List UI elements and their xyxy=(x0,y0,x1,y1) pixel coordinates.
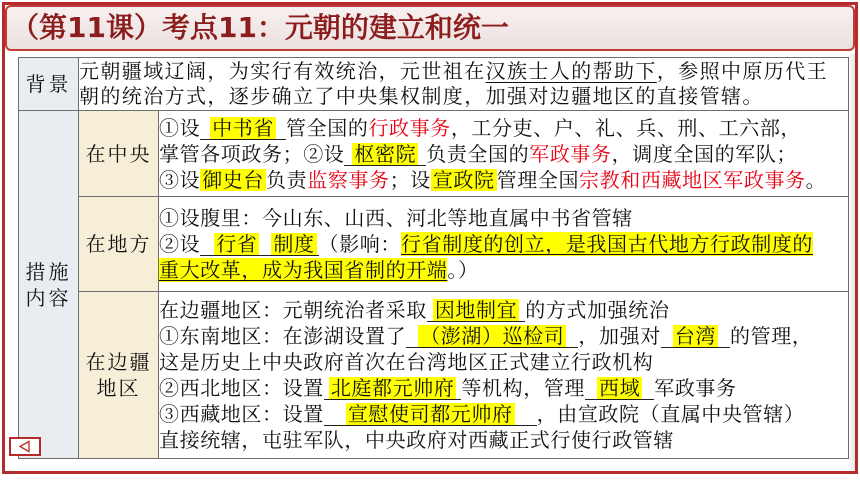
frontier-line xyxy=(159,401,848,427)
answer-blank xyxy=(661,325,730,348)
answer-blank xyxy=(585,377,654,400)
red-keyword: 军政事务 xyxy=(529,141,612,166)
frontier-label-line: 在边疆 xyxy=(85,350,152,374)
central-line xyxy=(159,115,848,141)
plain-text: 的管理， xyxy=(730,324,813,348)
highlighted-answer: 宣政院 xyxy=(432,167,495,192)
plain-text: ，加强对 xyxy=(578,324,661,348)
plain-text: （影响： xyxy=(318,232,402,256)
highlighted-answer: 台湾 xyxy=(674,324,717,348)
plain-text: 管理全国 xyxy=(496,167,580,192)
frontier-label-line: 地区 xyxy=(96,376,141,400)
background-line xyxy=(79,59,848,84)
red-keyword: 监察事务 xyxy=(307,167,390,192)
slide-edge-shadow xyxy=(848,54,855,470)
highlighted-answer: （澎湖）巡检司 xyxy=(420,324,565,348)
title-bar xyxy=(5,5,855,51)
measures-label-line: 措施 xyxy=(25,259,72,284)
frontier-label xyxy=(79,292,159,459)
answer-blank xyxy=(200,117,286,140)
highlighted-answer: 中书省 xyxy=(212,115,275,140)
red-keyword: 宗教和西藏地区军政事务 xyxy=(579,167,806,192)
plain-text: ①设腹里：今山东、山西、河北等地直属中书省管辖 xyxy=(159,206,633,230)
underlined-text: 汉族士人的帮助下 xyxy=(485,59,657,83)
plain-text: 在边疆地区：元朝统治者采取 xyxy=(159,298,427,322)
measures-label-line: 内容 xyxy=(25,285,72,310)
background-label: 背景 xyxy=(19,58,79,111)
local-content xyxy=(159,197,849,292)
answer-blank xyxy=(324,403,537,426)
plain-text: ，调度全国的军队； xyxy=(611,141,798,166)
highlighted-underlined-text: 行省制度的创立，是我国古代地方行政制度的 xyxy=(401,232,814,256)
plain-text: ②设 xyxy=(159,232,201,256)
back-button[interactable] xyxy=(9,437,41,456)
frontier-line xyxy=(159,323,848,349)
plain-text: 军政事务 xyxy=(654,376,737,400)
plain-text: 掌管各项政务；②设 xyxy=(159,141,345,166)
plain-text: 等机构，管理 xyxy=(461,376,586,400)
frontier-line xyxy=(159,427,848,453)
answer-blank xyxy=(200,233,267,256)
plain-text: 。 xyxy=(805,167,827,192)
back-arrow-icon xyxy=(14,440,36,453)
plain-text: ；设 xyxy=(389,167,431,192)
plain-text: 的方式加强统治 xyxy=(525,298,670,322)
plain-text: 。） xyxy=(447,258,479,282)
highlighted-answer: 制度 xyxy=(273,232,315,256)
answer-blank xyxy=(344,143,426,166)
local-line xyxy=(159,205,848,231)
plain-text: 负责全国的 xyxy=(426,141,530,166)
highlighted-answer: 行省 xyxy=(216,232,258,256)
answer-blank xyxy=(267,233,318,256)
red-keyword: 行政事务 xyxy=(368,115,451,140)
central-line xyxy=(159,141,848,167)
background-row xyxy=(19,58,849,111)
plain-text: 朝的统治方式，逐步确立了中央集权制度，加强对边疆地区的直接管辖。 xyxy=(79,84,764,108)
plain-text: ，参照中原历代王 xyxy=(656,59,829,83)
highlighted-answer: 北庭都元帅府 xyxy=(330,376,455,400)
plain-text: ③设 xyxy=(159,167,201,192)
plain-text: ，由宣政院（直属中央管辖） xyxy=(536,402,805,426)
central-line xyxy=(159,167,848,193)
frontier-row xyxy=(19,292,849,459)
local-row xyxy=(19,197,849,292)
plain-text: 直接统辖，屯驻军队，中央政府对西藏正式行使行政管辖 xyxy=(159,428,674,452)
answer-blank xyxy=(406,325,578,348)
plain-text: ①东南地区：在澎湖设置了 xyxy=(159,324,407,348)
measures-label xyxy=(19,111,79,459)
frontier-line xyxy=(159,297,848,323)
local-line xyxy=(159,257,848,283)
highlighted-underlined-text: 重大改革，成为我国省制的开端 xyxy=(159,258,448,282)
highlighted-answer: 枢密院 xyxy=(354,141,417,166)
highlighted-answer: 宣慰使司都元帅府 xyxy=(347,402,513,426)
plain-text: ①设 xyxy=(159,115,201,140)
slide-title: （第11课）考点11：元朝的建立和统一 xyxy=(11,11,509,44)
local-label: 在地方 xyxy=(79,197,159,292)
plain-text: 负责 xyxy=(266,167,308,192)
highlighted-answer: 西域 xyxy=(599,376,641,400)
plain-text: 管全国的 xyxy=(286,115,369,140)
background-content xyxy=(79,58,849,111)
central-row xyxy=(19,111,849,197)
plain-text: ②西北地区：设置 xyxy=(159,376,324,400)
highlighted-answer: 御史台 xyxy=(202,167,265,192)
plain-text: ③西藏地区：设置 xyxy=(159,402,324,426)
plain-text: 这是历史上中央政府首次在台湾地区正式建立行政机构 xyxy=(159,350,654,374)
answer-blank xyxy=(324,377,462,400)
frontier-line xyxy=(159,349,848,375)
central-content xyxy=(159,111,849,197)
plain-text: 元朝疆域辽阔，为实行有效统治，元世祖在 xyxy=(79,59,486,83)
background-line xyxy=(79,84,848,109)
plain-text: ，工分吏、户、礼、兵、刑、工六部， xyxy=(450,115,802,140)
highlighted-answer: 因地制宜 xyxy=(434,298,518,322)
local-line xyxy=(159,231,848,257)
central-label: 在中央 xyxy=(79,111,159,197)
answer-blank xyxy=(427,299,525,322)
frontier-line xyxy=(159,375,848,401)
summary-table xyxy=(18,57,849,459)
frontier-content xyxy=(159,292,849,459)
